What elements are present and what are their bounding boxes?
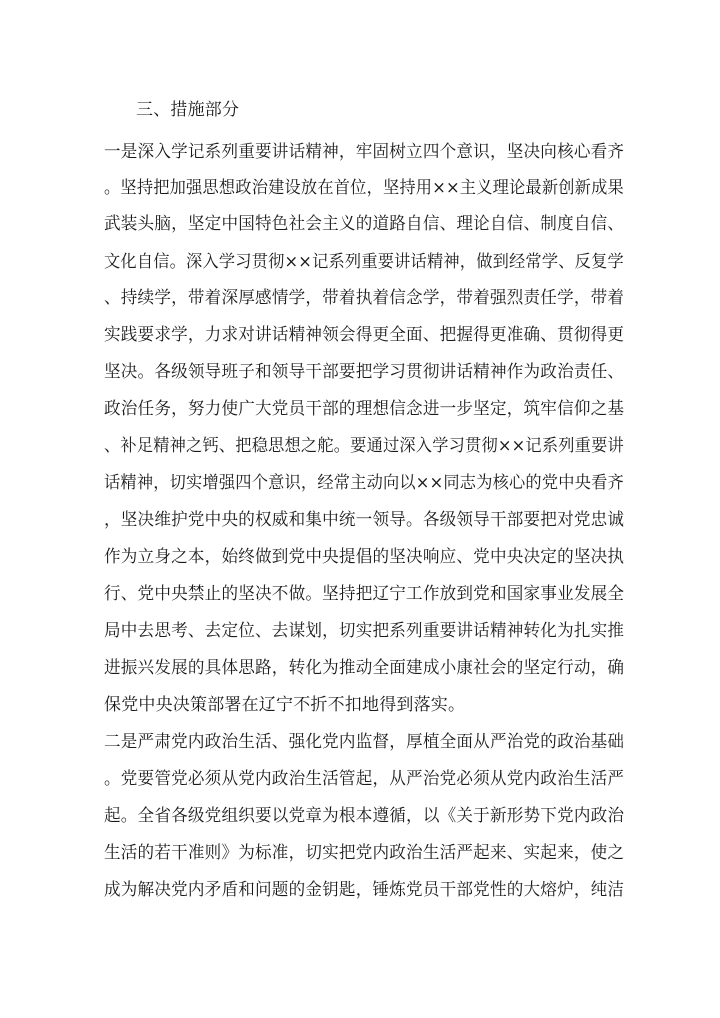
paragraph-line: 武装头脑，坚定中国特色社会主义的道路自信、理论自信、制度自信、 (104, 214, 625, 234)
paragraph-line: 实践要求学，力求对讲话精神领会得更全面、把握得更准确、贯彻得更 (104, 325, 625, 345)
paragraph-line: 生活的若干准则》为标准，切实把党内政治生活严起来、实起来，使之 (104, 843, 625, 863)
paragraph-line: 作为立身之本，始终做到党中央提倡的坚决响应、党中央决定的坚决执 (104, 547, 625, 567)
section-heading: 三、措施部分 (136, 100, 240, 120)
paragraph-line: 话精神，切实增强四个意识，经常主动向以××同志为核心的党中央看齐 (104, 473, 624, 493)
paragraph-line: 局中去思考、去定位、去谋划，切实把系列重要讲话精神转化为扎实推 (104, 621, 625, 641)
paragraph-line: 行、党中央禁止的坚决不做。坚持把辽宁工作放到党和国家事业发展全 (104, 584, 625, 604)
paragraph-line: 。党要管党必须从党内政治生活管起，从严治党必须从党内政治生活严 (104, 769, 625, 789)
paragraph-line: 成为解决党内矛盾和问题的金钥匙，锤炼党员干部党性的大熔炉，纯洁 (104, 880, 625, 900)
paragraph-line: 起。全省各级党组织要以党章为根本遵循，以《关于新形势下党内政治 (104, 806, 625, 826)
paragraph-line: ，坚决维护党中央的权威和集中统一领导。各级领导干部要把对党忠诚 (104, 510, 625, 530)
paragraph-line: 。坚持把加强思想政治建设放在首位，坚持用××主义理论最新创新成果 (104, 178, 624, 198)
paragraph-line: 一是深入学记系列重要讲话精神，牢固树立四个意识，坚决向核心看齐 (104, 142, 625, 162)
paragraph-line: 政治任务，努力使广大党员干部的理想信念进一步坚定，筑牢信仰之基 (104, 399, 625, 419)
paragraph-line: 、补足精神之钙、把稳思想之舵。要通过深入学习贯彻××记系列重要讲 (104, 436, 624, 456)
paragraph-line: 二是严肃党内政治生活、强化党内监督，厚植全面从严治党的政治基础 (104, 732, 625, 752)
paragraph-line: 、持续学，带着深厚感情学，带着执着信念学，带着强烈责任学，带着 (104, 288, 625, 308)
paragraph-line: 文化自信。深入学习贯彻××记系列重要讲话精神，做到经常学、反复学 (104, 252, 624, 272)
paragraph-line: 坚决。各级领导班子和领导干部要把学习贯彻讲话精神作为政治责任、 (104, 362, 625, 382)
paragraph-line: 保党中央决策部署在辽宁不折不扣地得到落实。 (104, 695, 466, 715)
paragraph-line: 进振兴发展的具体思路，转化为推动全面建成小康社会的坚定行动，确 (104, 658, 625, 678)
